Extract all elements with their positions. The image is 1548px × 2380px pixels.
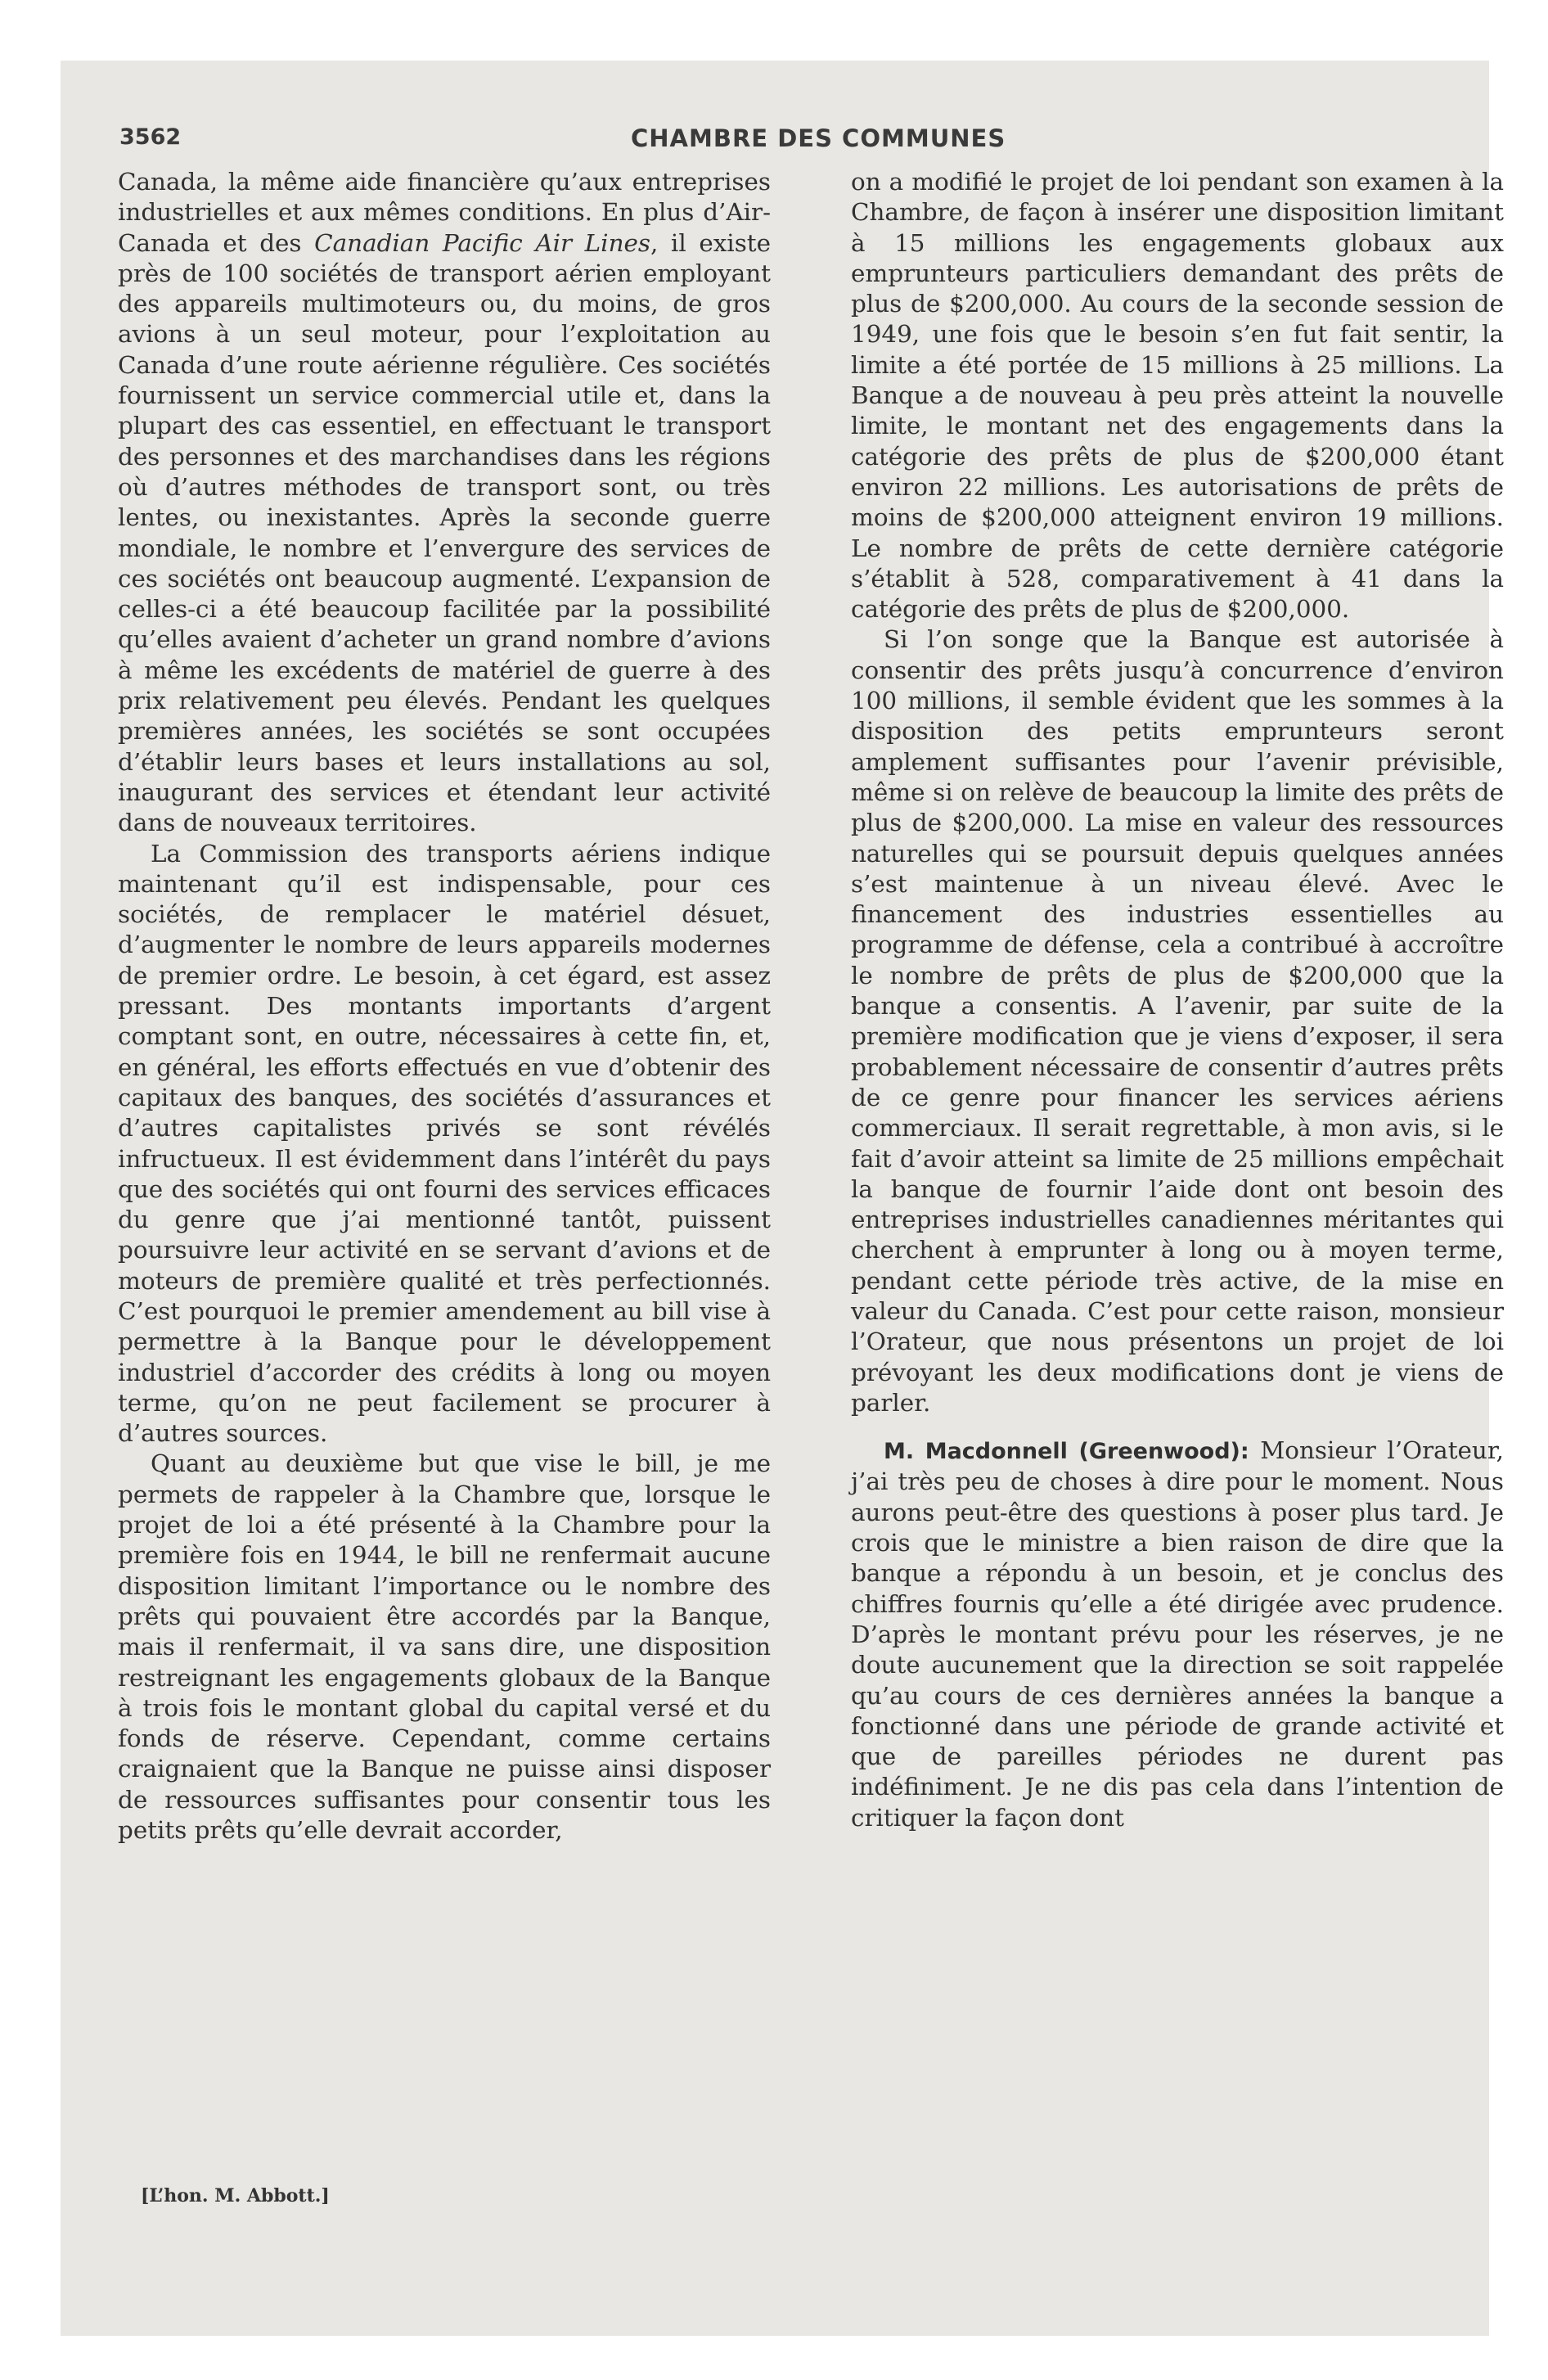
- airline-name: Canadian Pacific Air Lines: [314, 228, 650, 257]
- paragraph-text: , il existe près de 100 sociétés de transport aérien employant des appareils multimoteurs ou, du moins, de gros avions à un seul moteur, pour l’exploitation au Canada d’une route aérienne régulière. Ces sociétés fournissent un service commercial utile et, dans la plupart des cas essentiel, en effectuant le transport des personnes et des marchandises dans les régions où d’autres méthodes de transport sont, ou très lentes, ou inexistantes. Après la seconde guerre mondiale, le nombre et l’envergure des services de ces sociétés ont beaucoup augmenté. L’expansion de celles-ci a été beaucoup facilitée par la possibilité qu’elles avaient d’acheter un grand nombre d’avions à même les excédents de matériel de guerre à des prix relativement peu élevés. Pendant les quelques premières années, les sociétés se sont occupées d’établir leurs bases et leurs installations au sol, inaugurant des services et étendant leur activité dans de nouveaux territoires.: [118, 228, 771, 837]
- running-title: CHAMBRE DES COMMUNES: [631, 124, 1006, 152]
- paragraph: [118, 167, 771, 839]
- paragraph: La Commission des transports aériens indique maintenant qu’il est indispensable, pour ces sociétés, de remplacer le matériel désuet, d’augmenter le nombre de leurs appareils modernes de premier ordre. Le besoin, à cet égard, est assez pressant. Des montants importants d’argent comptant sont, en outre, nécessaires à cette fin, et, en général, les efforts effectués en vue d’obtenir des capitaux des banques, des sociétés d’assurances et d’autres capitalistes privés se sont révélés infructueux. Il est évidemment dans l’intérêt du pays que des sociétés qui ont fourni des services efficaces du genre que j’ai mentionné tantôt, puissent poursuivre leur activité en se servant d’avions et de moteurs de première qualité et très perfectionnés. C’est pourquoi le premier amendement au bill vise à permettre à la Banque pour le développement industriel d’accorder des crédits à long ou moyen terme, qu’on ne peut facilement se procurer à d’autres sources.: [118, 839, 771, 1448]
- page-number: 3562: [119, 124, 182, 150]
- speech-paragraph: [851, 1436, 1504, 1833]
- left-column: [118, 167, 771, 1846]
- paragraph: Si l’on songe que la Banque est autorisée à consentir des prêts jusqu’à concurrence d’environ 100 millions, il semble évident que les sommes à la disposition des petits emprunteurs seront amplement suffisantes pour l’avenir prévisible, même si on relève de beaucoup la limite des prêts de plus de $200,000. La mise en valeur des ressources naturelles qui se poursuit depuis quelques années s’est maintenue à un niveau élevé. Avec le financement des industries essentielles au programme de défense, cela a contribué à accroître le nombre de prêts de plus de $200,000 que la banque a consentis. A l’avenir, par suite de la première modification que je viens d’exposer, il sera probablement nécessaire de consentir d’autres prêts de ce genre pour financer les services aériens commerciaux. Il serait regrettable, à mon avis, si le fait d’avoir atteint sa limite de 25 millions empêchait la banque de fournir l’aide dont ont besoin des entreprises industrielles canadiennes méritantes qui cherchent à emprunter à long ou à moyen terme, pendant cette période très active, de la mise en valeur du Canada. C’est pour cette raison, monsieur l’Orateur, que nous présentons un projet de loi prévoyant les deux modifications dont je viens de parler.: [851, 625, 1504, 1417]
- paragraph-text: Monsieur l’Orateur, j’ai très peu de choses à dire pour le moment. Nous aurons peut-être des questions à poser plus tard. Je crois que le ministre a bien raison de dire que la banque a répondu à un besoin, et je conclus des chiffres fournis qu’elle a été dirigée avec prudence. D’après le montant prévu pour les réserves, je ne doute aucunement que la direction se soit rappelée qu’au cours de ces dernières années la banque a fonctionné dans une période de grande activité et que de pareilles périodes ne durent pas indéfiniment. Je ne dis pas cela dans l’intention de critiquer la façon dont: [851, 1436, 1504, 1832]
- paragraph-text: Canada, la même aide financière qu’aux entreprises industrielles et aux mêmes conditions. En plus d’Air-Canada et des: [118, 168, 771, 257]
- right-column: [851, 167, 1504, 1833]
- page-sheet: [61, 61, 1504, 2336]
- paragraph: on a modifié le projet de loi pendant son examen à la Chambre, de façon à insérer une disposition limitant à 15 millions les engagements globaux aux emprunteurs particuliers demandant des prêts de plus de $200,000. Au cours de la seconde session de 1949, une fois que le besoin s’en fut fait sentir, la limite a été portée de 15 millions à 25 millions. La Banque a de nouveau à peu près atteint la nouvelle limite, le montant net des engagements dans la catégorie des prêts de plus de $200,000 étant environ 22 millions. Les autorisations de prêts de moins de $200,000 atteignent environ 19 millions. Le nombre de prêts de cette dernière catégorie s’établit à 528, comparativement à 41 dans la catégorie des prêts de plus de $200,000.: [851, 168, 1504, 624]
- speaker-name: M. Macdonnell (Greenwood):: [884, 1439, 1249, 1465]
- speaker-attribution: [L’hon. M. Abbott.]: [141, 2185, 330, 2206]
- paragraph: Quant au deuxième but que vise le bill, je me permets de rappeler à la Chambre que, lorsque le projet de loi a été présenté à la Chambre pour la première fois en 1944, le bill ne renfermait aucune disposition limitant l’importance ou le nombre des prêts qui pouvaient être accordés par la Banque, mais il renfermait, il va sans dire, une disposition restreignant les engagements globaux de la Banque à trois fois le montant global du capital versé et du fonds de réserve. Cependant, comme certains craignaient que la Banque ne puisse ainsi disposer de ressources suffisantes pour consentir tous les petits prêts qu’elle devrait accorder,: [118, 1449, 771, 1845]
